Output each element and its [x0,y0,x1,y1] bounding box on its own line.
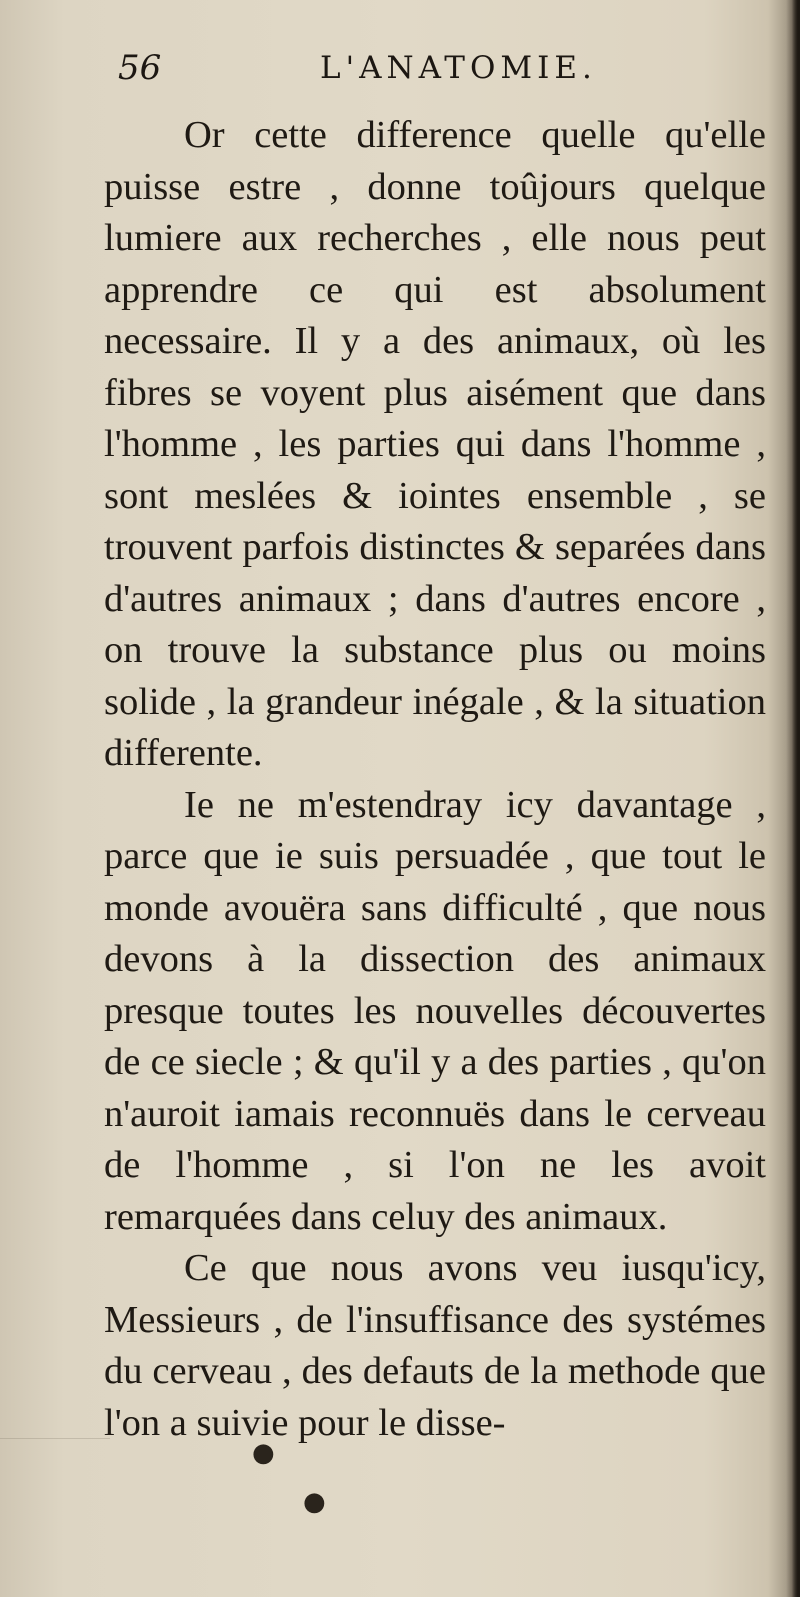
faint-rule [0,1438,110,1439]
page-header [0,48,780,92]
body-text [104,110,766,1449]
binding-edge [786,0,800,1597]
paragraph-1: Or cette difference quelle qu'elle puisse estre , donne toûjours quelque lumiere aux recherches , elle nous peut apprendre ce qui est absolument necessaire. Il y a des animaux, où les fibres se voyent plus aisément que dans l'homme , les parties qui dans l'homme , sont meslées & iointes ensemble , se trouvent parfois distinctes & separées dans d'autres animaux ; dans d'autres encore , on trouve la substance plus ou moins solide , la grandeur inégale , & la situation differente. [104,114,766,774]
ink-spot-mark: ● [252,1438,275,1468]
ink-spot-mark: ● [303,1487,326,1517]
paragraph-3: Ce que nous avons veu iusqu'icy, Messieurs , de l'insuffisance des systémes du cerveau , des defauts de la methode que l'on a suivie pour le disse- [104,1247,766,1444]
running-head: L'ANATOMIE. [320,50,597,86]
page-number: 56 [118,48,162,88]
paragraph-2: Ie ne m'estendray icy davantage , parce que ie suis persuadée , que tout le monde avouëra sans difficulté , que nous devons à la dissection des animaux presque toutes les nouvelles découvertes de ce siecle ; & qu'il y a des parties , qu'on n'auroit iamais reconnuës dans le cerveau de l'homme , si l'on ne les avoit remarquées dans celuy des animaux. [104,783,766,1238]
